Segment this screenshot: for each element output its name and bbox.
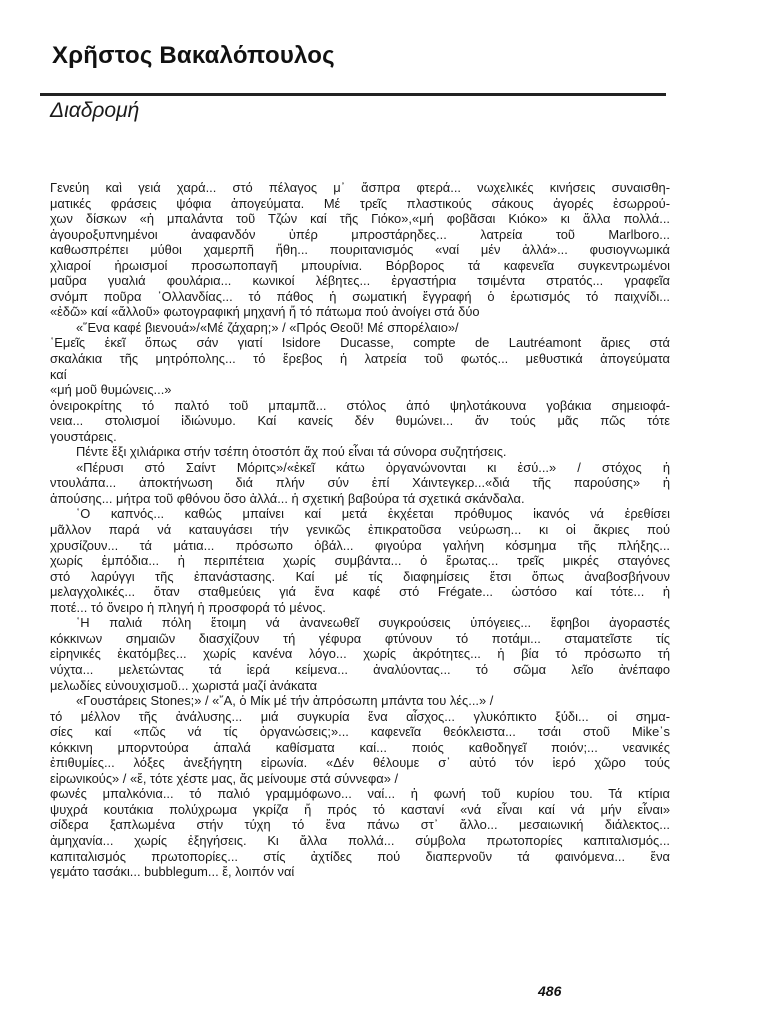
- text-line: εἰρωνικούς» / «ἔ, τότε χέστε μας, ἄς μείνουμε στά σύννεφα» /: [50, 770, 399, 786]
- text-line: ντουλάπα... ἀποκτήνωση διά πλήν σύν ἐπί Χάιντεγκερ...«διά τῆς παρούσης» ἡ: [50, 475, 670, 491]
- text-line: εἰρηνικές ἑκατόμβες... χωρίς κανένα λόγο... χωρίς ἀκρότητες... ἡ βία τό πρόσωπο τή: [50, 646, 670, 662]
- text-line: καί: [50, 366, 67, 382]
- text-line: ὀνειροκρίτης τό παλτό τοῦ μπαμπᾶ... στόλος ἀπό ψηλοτάκουνα γοβάκια σημειοφά-: [50, 397, 670, 413]
- text-line: «῞Ενα καφέ βιενουά»/«Μέ ζάχαρη;» / «Πρός Θεοῦ! Μέ σπορέλαιο»/: [76, 319, 459, 335]
- text-line: μελαγχολικές... ὅταν σταθμεύεις γιά ἕνα καφέ στό Frégate... ὡστόσο καί τότε... ἡ: [50, 584, 670, 600]
- text-line: τό μέλλον τῆς ἀνάλυσης... μιά συγκυρία ἕνα αἶσχος... γλυκόπικτο ξύδι... οἱ σημα-: [50, 708, 670, 724]
- text-line: χων δίσκων «ἡ μπαλάντα τοῦ Τζών καί τῆς Γιόκο»,«μή φοβᾶσαι Κιόκο» κι ἄλλα πολλά...: [50, 211, 670, 227]
- text-line: καπιταλισμός πρωτοπορίες... στίς ἀχτίδες πού διαπερνοῦν τά φαινόμενα... ἕνα: [50, 848, 670, 864]
- text-line: σνόμπ ποῦρα ᾽Ολλανδίας... τό πάθος ἡ σωματική ἔγγραφή ὁ ἐρωτισμός τό παιχνίδι...: [50, 288, 670, 304]
- text-line: «Γουστάρεις Stones;» / «῎Α, ὁ Μίκ μέ τήν ἀπρόσωπη μπάντα του λές...» /: [76, 693, 494, 709]
- text-line: ῾Ο καπνός... καθώς μπαίνει καί μετά ἐκχέεται πρόθυμος ἱκανός νά ἐρεθίσει: [76, 506, 670, 522]
- header-rule: [40, 93, 666, 96]
- text-line: κόκκινη μπορντούρα ἁπαλά καθίσματα καί... ποιός καθοδηγεῖ ποιόν;... νεανικές: [50, 739, 670, 755]
- text-line: μᾶλλον παρά νά καταυγάσει τήν γενικῶς ἐπικρατοῦσα νεύρωση... κι οἱ ἄκριες πού: [50, 522, 670, 538]
- text-line: σκαλάκια τῆς μητρόπολης... τό ἔρεβος ἡ λατρεία τοῦ φωτός... μεθυστικά ἀπογεύματα: [50, 351, 670, 367]
- text-line: ἀπούσης... μήτρα τοῦ φθόνου ὅσο ἀλλά... ἡ σχετική βαβούρα τά σχετικά σκάνδαλα.: [50, 490, 525, 506]
- text-line: ἀγουροξυπνημένοι ἀναφανδόν ὑπέρ μπροστάρηδες... λατρεία τοῦ Marlboro...: [50, 226, 670, 242]
- page-number: 486: [538, 983, 562, 999]
- text-line: ἐπιθυμίες... λόξες ἀνεξήγητη εἰρωνία. «Δέν θέλουμε σ᾽ αὐτό τόν ἱερό χῶρο τούς: [50, 755, 670, 771]
- author-name: Χρῆστος Βακαλόπουλος: [52, 42, 335, 69]
- text-line: ποτέ... τό ὄνειρο ἡ πληγή ἡ προσφορά τό μένος.: [50, 599, 326, 615]
- text-line: κόκκινων σημαιῶν διασχίζουν τή γέφυρα φτύνουν τό ποτάμι... σταματεῖστε τίς: [50, 630, 670, 646]
- text-line: Γενεύη καὶ γειά χαρά... στό πέλαγος μ᾽ ἄσπρα φτερά... νωχελικές κινήσεις συναισθη-: [50, 180, 670, 195]
- text-line: μελωδίες εὐνουχισμοῦ... χωριστά μαζί ἀνάκατα: [50, 677, 318, 693]
- text-line: γουστάρεις.: [50, 428, 117, 444]
- text-line: φωνές μπαλκόνια... τό παλιό γραμμόφωνο... ναί... ἡ φωνή τοῦ κυρίου του. Τά κτίρια: [50, 786, 670, 802]
- text-line: καθωσπρέπει μύθοι χαμερπῆ ἤθη... πουριτανισμός «ναί μέν ἀλλά»... φυσιογνωμικά: [50, 242, 670, 258]
- text-line: Πέντε ἔξι χιλιάρικα στήν τσέπη ὀτοστόπ ἄχ πού εἶναι τά σύνορα συζητήσεις.: [76, 444, 507, 460]
- text-line: ῾Εμεῖς ἐκεῖ ὅπως σάν γιατί Isidore Ducasse, compte de Lautréamont ἄριες στά: [50, 335, 670, 351]
- text-line: χωρίς ἐμπόδια... ἡ περιπέτεια χωρίς συμβάντα... ὁ ἔρωτας... τρεῖς μικρές σταγόνες: [50, 553, 670, 569]
- text-line: ῾Η παλιά πόλη ἕτοιμη νά ἀνανεωθεῖ συγκρούσεις ὑπόγειες... ἔφηβοι ἀγοραστές: [76, 615, 670, 631]
- poem-title: Διαδρομή: [50, 99, 140, 122]
- text-line: «ἐδῶ» καί «ἄλλοῦ» φωτογραφική μηχανή ἤ τό πάτωμα πού ἀνοίγει στά δύο: [50, 304, 480, 320]
- text-line: σίδερα ξαπλωμένα στήν τύχη τό ἕνα πάνω στ᾽ ἄλλο... μεσαιωνική διάλεκτος...: [50, 817, 670, 833]
- text-line: στό λαρύγγι τῆς ἐπανάστασης. Καί μέ τίς διαφημίσεις ἔτσι ὅπως ἀναβοσβήνουν: [50, 568, 670, 584]
- text-line: χρυσίζουν... τά μάτια... πρόσωπο ὀβάλ... φιγούρα γαλήνη κόσμημα τῆς πλήξης...: [50, 537, 670, 553]
- text-line: μαῦρα γυαλιά φουλάρια... κωνικοί λέβητες... ἐργαστήρια τσιμέντα στρατός... γραφεῖα: [50, 273, 670, 289]
- text-line: «Πέρυσι στό Σαίντ Μόριτς»/«ἐκεῖ κάτω ὀργανώνονται κι ἐσύ...» / στόχος ἡ: [76, 459, 670, 475]
- text-line: γεμάτο τασάκι... bubblegum... ἔ, λοιπόν ναί: [50, 864, 295, 880]
- text-line: χλιαροί ἡρωισμοί προσωποπαγῆ μπουρίνια. Βόρβορος τά καφενεῖα συγκεντρωμένοι: [50, 257, 670, 273]
- text-line: «μή μοῦ θυμώνεις...»: [50, 382, 172, 398]
- poem-body: [50, 180, 670, 880]
- text-line: σίες καί «πῶς νά τίς ὀργανώσεις;»... καφενεῖα θεόκλειστα... τσάι στοῦ Mike᾽s: [50, 724, 670, 740]
- text-line: νύχτα... μελετώντας τά ἱερά κείμενα... ἀναλύοντας... τό σῶμα λεῖο ἀνέπαφο: [50, 661, 670, 677]
- text-line: ψυχρά κουτάκια πολύχρωμα γκρίζα ἤ πρός τό καστανί «νά εἶναι καί νά μήν εἶναι»: [50, 801, 670, 817]
- text-line: νεια... στολισμοί ἰδιώνυμο. Καί κανείς δέν θυμώνει... ἄν τούς μᾶς πῶς τότε: [50, 413, 670, 429]
- text-line: ματικές φράσεις ψόφια ἀπογεύματα. Μέ τρεῖς πλαστικούς σάκους ἀγορές ἐσωρρού-: [50, 195, 670, 211]
- text-line: ἀμηχανία... χωρίς ἐξηγήσεις. Κι ἄλλα πολλά... σύμβολα πρωτοπορίες καπιταλισμός...: [50, 832, 670, 848]
